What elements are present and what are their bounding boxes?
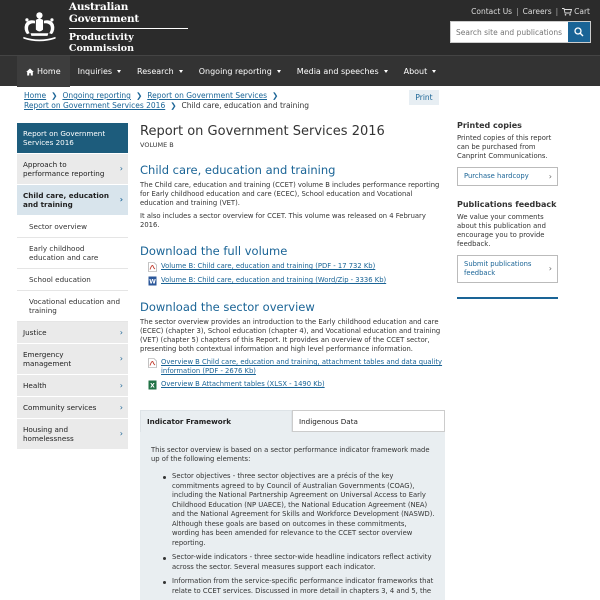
right-column-divider xyxy=(457,297,558,299)
nav-research[interactable] xyxy=(129,56,191,87)
tab-panel-list xyxy=(151,472,435,596)
sidebar-subitem-vet[interactable] xyxy=(17,291,128,322)
tab-panel xyxy=(140,432,445,600)
breadcrumb-ongoing-reporting[interactable]: Ongoing reporting xyxy=(62,91,131,100)
contact-us-link[interactable]: Contact Us xyxy=(471,7,513,16)
purchase-hardcopy-label: Purchase hardcopy xyxy=(464,172,529,180)
intro-paragraph: The Child care, education and training (CCET) volume B includes performance reporting for Early childhood education and care (ECEC), School education and Vocational education and training (VET). xyxy=(140,181,440,207)
search-button[interactable] xyxy=(568,22,590,42)
chevron-right-icon: › xyxy=(119,402,123,412)
link-text: Volume B: Child care, education and training (PDF - 17 732 Kb) xyxy=(161,262,376,270)
volume-label: VOLUME B xyxy=(140,141,174,149)
main-content xyxy=(140,124,445,390)
search-icon xyxy=(574,27,584,37)
word-file-icon xyxy=(148,276,157,286)
breadcrumb-current: Child care, education and training xyxy=(181,101,310,110)
sidebar-item-label: Health xyxy=(23,381,47,390)
sidebar-item-label: Child care, education and training xyxy=(23,191,109,209)
nav-research-label: Research xyxy=(137,67,174,76)
breadcrumb-rogs-2016[interactable]: Report on Government Services 2016 xyxy=(24,101,166,110)
release-paragraph: It also includes a sector overview for CCET. This volume was released on 4 February 2016. xyxy=(140,212,426,229)
nav-home-label: Home xyxy=(37,67,61,76)
link-text: Overview B Attachment tables (XLSX - 1490 Kb) xyxy=(161,380,325,388)
excel-file-icon xyxy=(148,380,157,390)
sidebar-item-emergency[interactable] xyxy=(17,344,128,375)
sidebar-subitem-school-education[interactable] xyxy=(17,269,128,291)
chevron-right-icon: › xyxy=(119,195,123,204)
chevron-right-icon: › xyxy=(548,264,552,273)
nav-inquiries[interactable] xyxy=(70,56,129,87)
sidebar-item-label: Sector overview xyxy=(29,222,87,231)
chevron-right-icon: › xyxy=(119,164,123,173)
caret-down-icon xyxy=(117,70,121,73)
list-item: Sector objectives - three sector objectives are a précis of the key commitments agreed to by Council of Australian Governments (COAG), including the National Partnership Agreement on Universal Access to Early Childhood Education (NP UAECE), the National Education Agreement (NEA) and the National Agreement for Skills and Workforce Development (NASWD). Although these goals are based on outcomes in these commitments, wording has been amended for relevance to the CCET sector overview reporting. xyxy=(163,472,435,548)
breadcrumb-chevron-icon: ❯ xyxy=(272,91,279,100)
nav-ongoing-reporting-label: Ongoing reporting xyxy=(198,67,272,76)
util-separator: | xyxy=(516,7,519,16)
sidebar-item-label: Community services xyxy=(23,403,97,412)
caret-down-icon xyxy=(277,70,281,73)
svg-text:W: W xyxy=(149,278,156,286)
caret-down-icon xyxy=(179,70,183,73)
print-button[interactable]: Print xyxy=(409,90,439,105)
sidebar-item-label: Vocational education and training xyxy=(29,297,121,315)
breadcrumb-home[interactable]: Home xyxy=(24,91,47,100)
sidebar-item-label: School education xyxy=(29,275,91,284)
submit-feedback-label: Submit publications feedback xyxy=(464,260,532,277)
download-sector-title: Download the sector overview xyxy=(140,300,315,314)
svg-text:X: X xyxy=(150,382,155,390)
printed-copies-title: Printed copies xyxy=(457,121,522,130)
sidebar-item-ccet[interactable] xyxy=(17,185,128,216)
right-column xyxy=(457,121,558,299)
feedback-title: Publications feedback xyxy=(457,200,557,209)
nav-home[interactable] xyxy=(17,56,70,87)
list-item: Sector-wide indicators - three sector-wide headline indicators reflect activity across the sector. Several measures support each indicator. xyxy=(163,553,435,572)
sector-paragraph: The sector overview provides an introduction to the Early childhood education and care (ECEC) (chapter 3), School education (chapter 4), and Vocational education and training (VET) (chapter 5) chapters of this Report. It provides an overview of the CCET sector, presenting both contextual information and high level performance information. xyxy=(140,318,441,353)
link-text: Volume B: Child care, education and training (Word/Zip - 3336 Kb) xyxy=(161,276,387,284)
utility-links xyxy=(471,7,590,16)
sidebar-item-label: Approach to performance reporting xyxy=(23,160,105,178)
sidebar-item-health[interactable] xyxy=(17,375,128,397)
breadcrumb-chevron-icon: ❯ xyxy=(51,91,58,100)
section-title: Child care, education and training xyxy=(140,163,336,177)
main-nav xyxy=(0,55,600,86)
breadcrumb-rogs[interactable]: Report on Government Services xyxy=(147,91,268,100)
tab-indigenous-data[interactable]: Indigenous Data xyxy=(292,410,445,432)
feedback-text: We value your comments about this publication and encourage you to provide feedback. xyxy=(457,213,546,248)
chevron-right-icon: › xyxy=(119,380,123,390)
full-volume-pdf-link[interactable] xyxy=(140,262,445,272)
home-icon xyxy=(26,68,34,76)
printed-copies-text: Printed copies of this report can be purchased from Canprint Communications. xyxy=(457,134,552,160)
tab-bar xyxy=(140,410,445,432)
nav-about-label: About xyxy=(403,67,428,76)
nav-ongoing-reporting[interactable] xyxy=(191,56,289,87)
sidebar-item-label: Early childhood education and care xyxy=(29,244,99,262)
pdf-file-icon xyxy=(148,358,157,368)
nav-about[interactable] xyxy=(396,56,445,87)
cart-icon[interactable] xyxy=(562,8,572,16)
caret-down-icon xyxy=(432,70,436,73)
chevron-right-icon: › xyxy=(119,354,123,363)
tab-panel-intro: This sector overview is based on a sector performance indicator framework made up of the following elements: xyxy=(151,446,430,463)
nav-inquiries-label: Inquiries xyxy=(77,67,113,76)
pdf-file-icon xyxy=(148,262,157,272)
coat-of-arms-icon xyxy=(18,8,61,46)
logo-commission-text: Productivity Commission xyxy=(69,28,188,54)
breadcrumb-chevron-icon: ❯ xyxy=(170,101,177,110)
link-text: Overview B Child care, education and training, attachment tables and data quality information (PDF - 2676 Kb) xyxy=(161,358,443,375)
chevron-right-icon: › xyxy=(119,327,123,337)
search-box xyxy=(450,21,591,43)
logo-government-text: Australian Government xyxy=(68,0,140,25)
download-full-title: Download the full volume xyxy=(140,244,288,258)
careers-link[interactable]: Careers xyxy=(522,7,552,16)
sidebar-item-community[interactable] xyxy=(17,397,128,419)
full-volume-word-link[interactable] xyxy=(140,276,445,286)
sidebar-item-label: Housing and homelessness xyxy=(23,425,74,443)
breadcrumb xyxy=(24,91,404,111)
sidebar-item-label: Report on Government Services 2016 xyxy=(23,129,106,147)
chevron-right-icon: › xyxy=(548,171,552,181)
purchase-hardcopy-button[interactable] xyxy=(457,167,558,186)
nav-media-speeches-label: Media and speeches xyxy=(296,67,379,76)
sidebar-item-approach[interactable] xyxy=(17,154,128,185)
sidebar-item-justice[interactable] xyxy=(17,322,128,344)
chevron-right-icon: › xyxy=(119,429,123,438)
sidebar-item-label: Emergency management xyxy=(23,350,72,368)
caret-down-icon xyxy=(384,70,388,73)
list-item: Information from the service-specific performance indicator frameworks that relate to CCET services. Discussed in more detail in chapters 3, 4 and 5, the xyxy=(163,577,435,596)
site-logo[interactable] xyxy=(18,0,188,54)
sidebar-subitem-ecec[interactable] xyxy=(17,238,128,269)
sidebar-item-housing[interactable] xyxy=(17,419,128,450)
cart-link[interactable]: Cart xyxy=(574,7,590,16)
breadcrumb-chevron-icon: ❯ xyxy=(135,91,143,100)
sector-overview-xlsx-link[interactable] xyxy=(140,380,445,390)
sidebar-item-label: Justice xyxy=(23,328,47,337)
search-input[interactable] xyxy=(451,22,568,42)
util-separator: | xyxy=(555,7,559,16)
sidebar-item-rogs-2016[interactable] xyxy=(17,123,128,154)
sector-overview-pdf-link[interactable] xyxy=(140,358,445,376)
sidebar xyxy=(17,123,128,450)
site-header xyxy=(0,0,600,55)
sidebar-subitem-sector-overview[interactable] xyxy=(17,216,128,238)
submit-feedback-button[interactable] xyxy=(457,255,558,283)
nav-media-speeches[interactable] xyxy=(289,56,396,87)
tab-indicator-framework[interactable]: Indicator Framework xyxy=(140,410,292,432)
page-title: Report on Government Services 2016 xyxy=(140,124,385,139)
